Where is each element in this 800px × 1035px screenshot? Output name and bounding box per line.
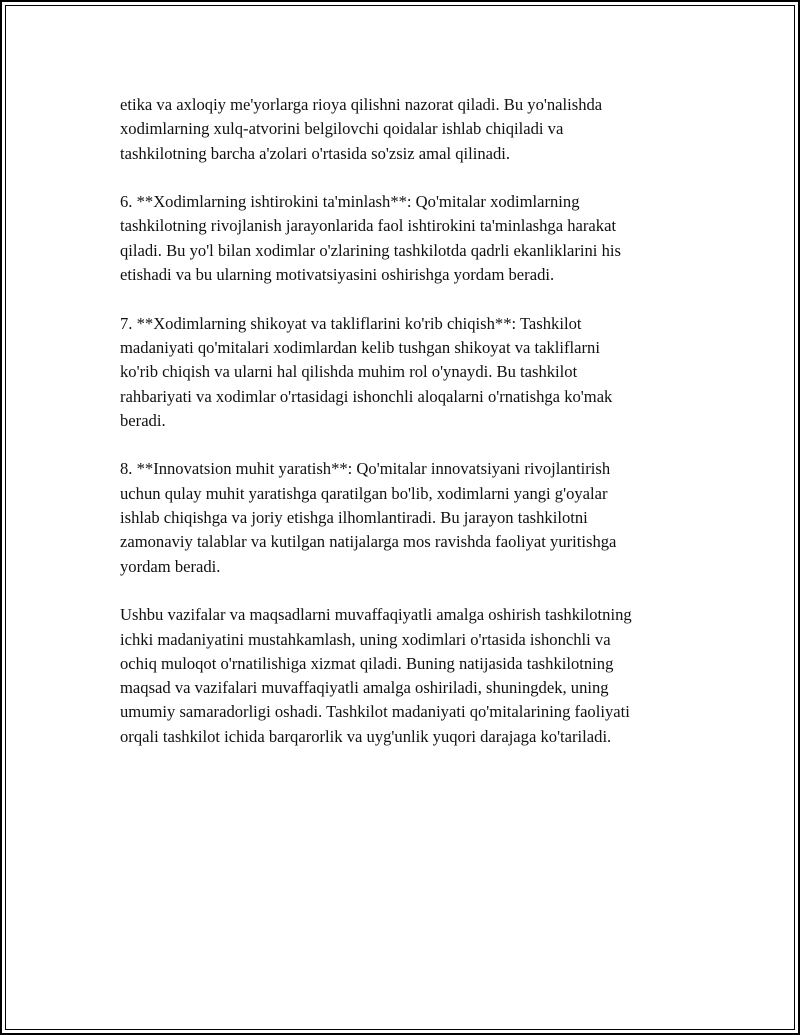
text-line: rahbariyati va xodimlar o'rtasidagi ishonchli aloqalarni o'rnatishga ko'mak — [120, 386, 613, 406]
text-line: etika va axloqiy me'yorlarga rioya qilishni nazorat qiladi. Bu yo'nalishda — [120, 95, 603, 114]
paragraph-conclusion — [120, 603, 720, 749]
text-line: beradi. — [120, 410, 166, 430]
text-line: yordam beradi. — [120, 556, 221, 576]
text-line: uchun qulay muhit yaratishga qaratilgan bo'lib, xodimlarni yangi g'oyalar — [120, 483, 608, 503]
text-line: xodimlarning xulq-atvorini belgilovchi qoidalar ishlab chiqiladi va — [120, 119, 564, 139]
text-line: umumiy samaradorligi oshadi. Tashkilot madaniyati qo'mitalarining faoliyati — [120, 702, 630, 722]
text-line: tashkilotning barcha a'zolari o'rtasida so'zsiz amal qilinadi. — [120, 143, 511, 163]
document-body — [120, 93, 720, 773]
text-line: tashkilotning rivojlanish jarayonlarida faol ishtirokini ta'minlashga harakat — [120, 216, 617, 236]
text-line: 8. **Innovatsion muhit yaratish**: Qo'mitalar innovatsiyani rivojlantirish — [120, 459, 611, 479]
text-line: zamonaviy talablar va kutilgan natijalarga mos ravishda faoliyat yuritishga — [120, 532, 617, 552]
paragraph-item-6 — [120, 190, 720, 287]
text-line: ochiq muloqot o'rnatilishiga xizmat qiladi. Buning natijasida tashkilotning — [120, 653, 614, 673]
text-line: 6. **Xodimlarning ishtirokini ta'minlash**: Qo'mitalar xodimlarning — [120, 192, 580, 212]
text-line: etishadi va bu ularning motivatsiyasini oshirishga yordam beradi. — [120, 265, 555, 285]
paragraph-ethics-continuation — [120, 93, 720, 166]
text-line: ichki madaniyatini mustahkamlash, uning xodimlari o'rtasida ishonchli va — [120, 629, 611, 649]
paragraph-item-8 — [120, 457, 720, 578]
text-line: qiladi. Bu yo'l bilan xodimlar o'zlarining tashkilotda qadrli ekanliklarini his — [120, 240, 621, 260]
text-line: 7. **Xodimlarning shikoyat va takliflarini ko'rib chiqish**: Tashkilot — [120, 313, 582, 333]
paragraph-item-7 — [120, 312, 720, 433]
text-line: orqali tashkilot ichida barqarorlik va uyg'unlik yuqori darajaga ko'tariladi. — [120, 726, 612, 746]
text-line: maqsad va vazifalari muvaffaqiyatli amalga oshiriladi, shuningdek, uning — [120, 678, 609, 698]
text-line: ko'rib chiqish va ularni hal qilishda muhim rol o'ynaydi. Bu tashkilot — [120, 362, 578, 382]
text-line: madaniyati qo'mitalari xodimlardan kelib tushgan shikoyat va takliflarni — [120, 337, 600, 357]
text-line: Ushbu vazifalar va maqsadlarni muvaffaqiyatli amalga oshirish tashkilotning — [120, 605, 632, 625]
text-line: ishlab chiqishga va joriy etishga ilhomlantiradi. Bu jarayon tashkilotni — [120, 508, 588, 528]
